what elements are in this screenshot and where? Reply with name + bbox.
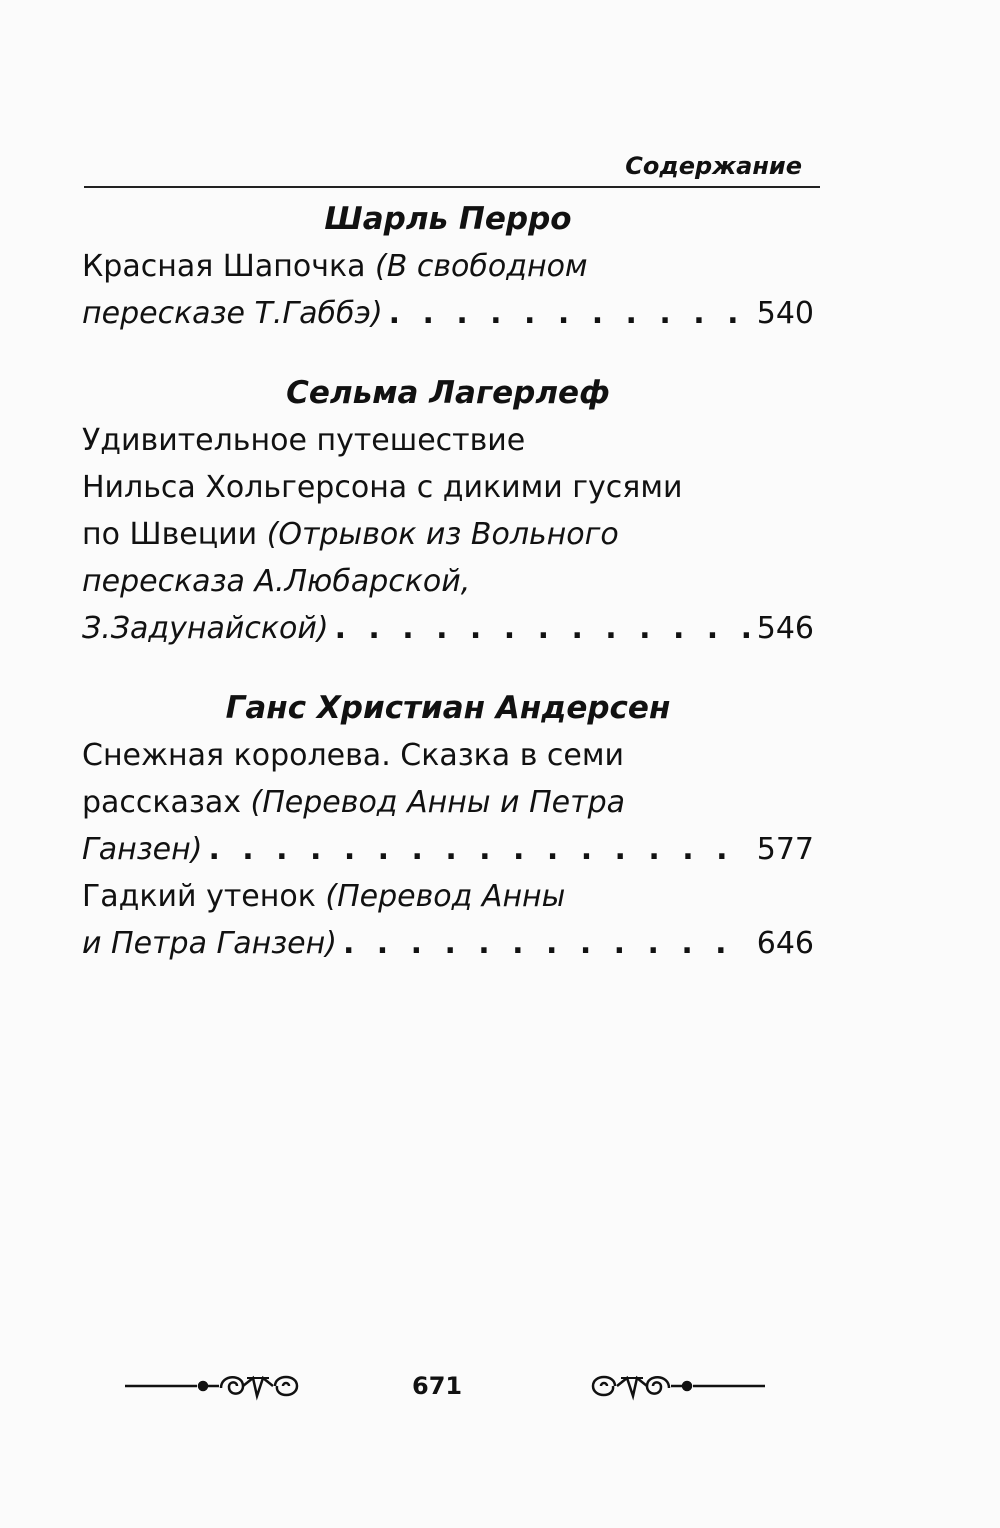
entry-title-line [82,464,814,511]
translator-note: (Отрывок из Вольного [266,517,619,552]
translator-note: (Перевод Анны и Петра [250,785,626,820]
entry-title-line [82,558,814,605]
translator-note: (Перевод Анны [325,879,566,914]
entry-last-line [82,290,814,337]
entry-title-line [82,417,814,464]
ornament-left [125,1377,297,1396]
page-number: 671 [412,1372,463,1400]
entry-title-line [82,779,814,826]
translator-note: и Петра Ганзен) [82,926,337,961]
entry-title-line [82,873,814,920]
toc-entry[interactable] [82,417,814,652]
entry-page-number: 546 [756,611,814,646]
ornament-right [593,1377,765,1396]
dot-leader [343,920,751,967]
dot-leader [389,290,751,337]
title-text: Снежная королева. Сказка в семи [82,738,625,773]
title-text: Гадкий утенок [82,879,326,914]
author-heading: Шарль Перро [324,201,572,237]
toc-entry[interactable] [82,243,814,337]
entry-last-line [82,605,814,652]
title-text: Нильса Хольгерсона с дикими гусями [82,470,683,505]
entry-title-line [82,511,814,558]
title-text: по Швеции [82,517,267,552]
entry-last-line [82,826,814,873]
entry-last-line [82,920,814,967]
title-text: Удивительное путешествие [82,423,526,458]
dot-leader [335,605,751,652]
running-head: Содержание [625,152,802,180]
author-heading: Сельма Лагерлеф [286,375,610,411]
entry-page-number: 646 [756,926,814,961]
translator-note: пересказе Т.Габбэ) [82,296,383,331]
translator-note: З.Задунайской) [82,611,329,646]
title-text: Красная Шапочка [82,249,375,284]
translator-note: Ганзен) [82,832,203,867]
toc-entry[interactable] [82,732,814,873]
entry-page-number: 540 [756,296,814,331]
title-text: рассказах [82,785,251,820]
author-heading: Ганс Христиан Андерсен [225,690,671,726]
entry-title-line [82,243,814,290]
table-of-contents [82,196,814,967]
translator-note: (В свободном [375,249,588,284]
entry-page-number: 577 [756,832,814,867]
header-rule [84,186,820,188]
toc-entry[interactable] [82,873,814,967]
dot-leader [208,826,750,873]
entry-title-line [82,732,814,779]
translator-note: пересказа А.Любарской, [82,564,471,599]
